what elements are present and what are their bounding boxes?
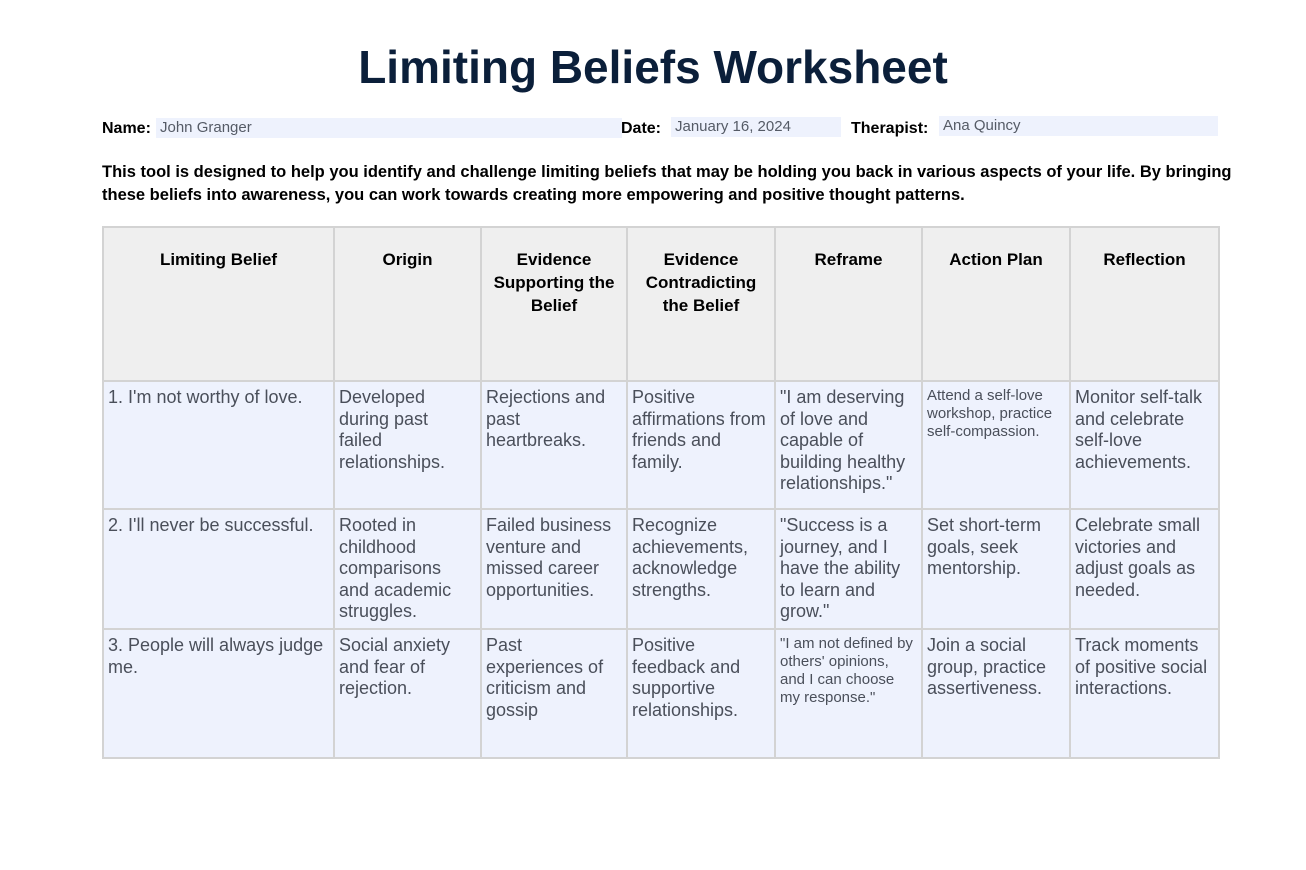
header-action-plan: Action Plan [922,227,1070,381]
therapist-field[interactable]: Ana Quincy [939,116,1218,136]
cell-reflection[interactable]: Celebrate small victories and adjust goals as needed. [1070,509,1219,629]
name-label: Name: [102,120,151,137]
header-evidence-supporting: Evidence Supporting the Belief [481,227,627,381]
cell-limiting-belief[interactable]: 3. People will always judge me. [103,629,334,758]
info-fields [102,116,1218,140]
date-field[interactable]: January 16, 2024 [671,117,841,137]
table-row [103,629,1219,758]
cell-origin[interactable]: Social anxiety and fear of rejection. [334,629,481,758]
header-reframe: Reframe [775,227,922,381]
cell-evidence-supporting[interactable]: Past experiences of criticism and gossip [481,629,627,758]
name-field[interactable]: John Granger [156,118,622,138]
header-limiting-belief: Limiting Belief [103,227,334,381]
table-row [103,509,1219,629]
intro-text: This tool is designed to help you identify and challenge limiting beliefs that may be holding you back in various aspects of your life. By bringing these beliefs into awareness, you can work towards creating more empowering and positive thought patterns. [102,163,1232,204]
cell-origin[interactable]: Rooted in childhood comparisons and academic struggles. [334,509,481,629]
cell-action-plan[interactable]: Join a social group, practice assertiveness. [922,629,1070,758]
cell-evidence-contradicting[interactable]: Positive feedback and supportive relationships. [627,629,775,758]
worksheet-title: Limiting Beliefs Worksheet [358,41,948,93]
header-evidence-contradicting: Evidence Contradicting the Belief [627,227,775,381]
therapist-label: Therapist: [851,120,929,137]
cell-origin[interactable]: Developed during past failed relationships. [334,381,481,509]
date-label: Date: [621,120,662,137]
cell-action-plan[interactable]: Set short-term goals, seek mentorship. [922,509,1070,629]
beliefs-table [102,226,1220,759]
cell-limiting-belief[interactable]: 2. I'll never be successful. [103,509,334,629]
header-origin: Origin [334,227,481,381]
cell-evidence-supporting[interactable]: Rejections and past heartbreaks. [481,381,627,509]
cell-limiting-belief[interactable]: 1. I'm not worthy of love. [103,381,334,509]
cell-reframe[interactable]: "I am not defined by others' opinions, and I can choose my response." [775,629,922,758]
table-row [103,381,1219,509]
cell-reframe[interactable]: "Success is a journey, and I have the ability to learn and grow." [775,509,922,629]
cell-reframe[interactable]: "I am deserving of love and capable of building healthy relationships." [775,381,922,509]
cell-evidence-contradicting[interactable]: Recognize achievements, acknowledge strengths. [627,509,775,629]
header-row [103,227,1219,381]
cell-reflection[interactable]: Monitor self-talk and celebrate self-love achievements. [1070,381,1219,509]
header-reflection: Reflection [1070,227,1219,381]
cell-action-plan[interactable]: Attend a self-love workshop, practice self-compassion. [922,381,1070,509]
cell-reflection[interactable]: Track moments of positive social interactions. [1070,629,1219,758]
cell-evidence-supporting[interactable]: Failed business venture and missed career opportunities. [481,509,627,629]
cell-evidence-contradicting[interactable]: Positive affirmations from friends and family. [627,381,775,509]
